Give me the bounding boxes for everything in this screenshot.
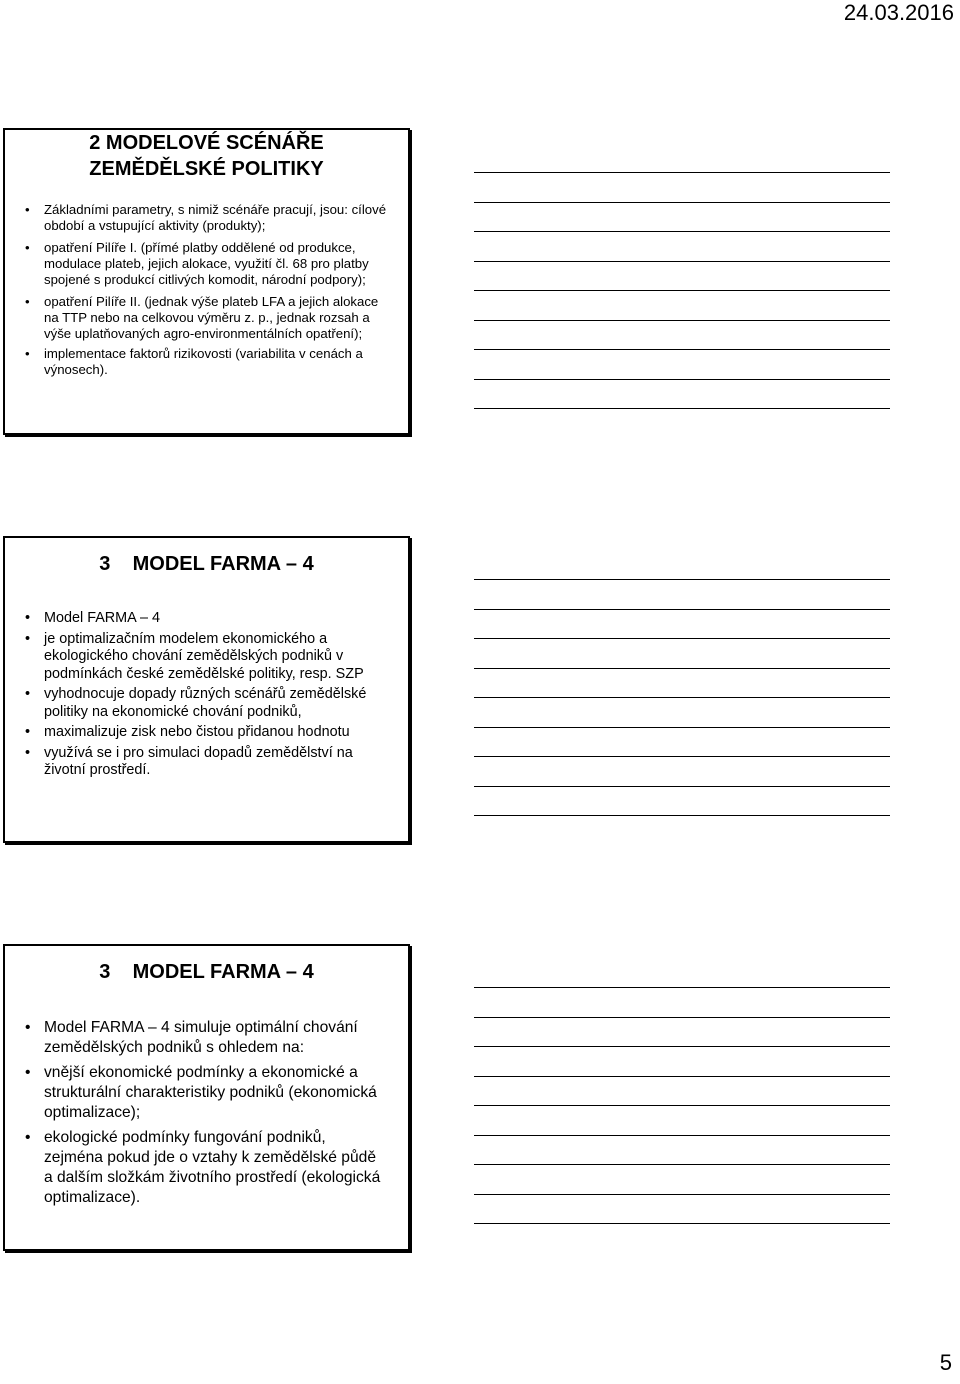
slide-2-bullet-5: • využívá se i pro simulaci dopadů zemědělství na životní prostředí. xyxy=(44,745,386,780)
note-line xyxy=(474,987,890,988)
note-line xyxy=(474,727,890,728)
note-line xyxy=(474,1164,890,1165)
print-date: 24.03.2016 xyxy=(843,0,954,25)
note-line xyxy=(474,1046,890,1047)
slide-3-bullet-3: • ekologické podmínky fungování podniků, zejména pokud jde o vztahy k zemědělské půdě a dalším složkám životního prostředí (ekologická optimalizace). xyxy=(44,1128,384,1208)
note-line xyxy=(474,261,890,262)
note-line xyxy=(474,1076,890,1077)
note-line xyxy=(474,579,890,580)
note-line xyxy=(474,1105,890,1106)
notes-lines-slide-2 xyxy=(474,579,890,845)
slide-2-bullet-list xyxy=(44,610,386,783)
slide-3-title: 3 MODEL FARMA – 4 xyxy=(99,961,314,983)
slide-3-bullet-2: • vnější ekonomické podmínky a ekonomické a strukturální charakteristiky podniků (ekonomická optimalizace); xyxy=(44,1063,384,1123)
slide-3-bullet-1: • Model FARMA – 4 simuluje optimální chování zemědělských podniků s ohledem na: xyxy=(44,1018,384,1058)
page-number: 5 xyxy=(939,1350,952,1375)
note-line xyxy=(474,756,890,757)
note-line xyxy=(474,172,890,173)
note-line xyxy=(474,408,890,409)
slide-1 xyxy=(3,128,410,435)
slide-2-title: 3 MODEL FARMA – 4 xyxy=(99,553,314,575)
note-line xyxy=(474,697,890,698)
note-line xyxy=(474,668,890,669)
slide-2-bullet-4: • maximalizuje zisk nebo čistou přidanou hodnotu xyxy=(44,724,386,742)
note-line xyxy=(474,638,890,639)
note-line xyxy=(474,349,890,350)
slide-1-bullet-4: • implementace faktorů rizikovosti (variabilita v cenách a výnosech). xyxy=(44,346,390,378)
note-line xyxy=(474,290,890,291)
slide-1-bullet-1: • Základními parametry, s nimiž scénáře pracují, jsou: cílové období a vstupující aktivity (produkty); xyxy=(44,202,390,234)
note-line xyxy=(474,379,890,380)
note-line xyxy=(474,1194,890,1195)
notes-lines-slide-3 xyxy=(474,987,890,1253)
slide-1-bullet-2: • opatření Pilíře I. (přímé platby oddělené od produkce, modulace plateb, jejich alokace, využití čl. 68 pro platby spojené s produkcí citlivých komodit, národní podpory); xyxy=(44,240,390,288)
note-line xyxy=(474,1135,890,1136)
note-line xyxy=(474,786,890,787)
note-line xyxy=(474,202,890,203)
note-line xyxy=(474,320,890,321)
note-line xyxy=(474,1223,890,1224)
note-line xyxy=(474,231,890,232)
note-line xyxy=(474,815,890,816)
note-line xyxy=(474,1017,890,1018)
slide-1-bullet-list xyxy=(44,202,390,384)
note-line xyxy=(474,609,890,610)
slide-2-bullet-2: • je optimalizačním modelem ekonomického a ekologického chování zemědělských podniků v podmínkách české zemědělské politiky, resp. SZP xyxy=(44,631,386,684)
slide-2 xyxy=(3,536,410,843)
slide-3-bullet-list xyxy=(44,1018,384,1213)
slide-1-bullet-3: • opatření Pilíře II. (jednak výše plateb LFA a jejich alokace na TTP nebo na celkovou výměru z. p., jednak rozsah a výše uplatňovaných agro-environmentálních opatření); xyxy=(44,294,390,342)
slide-2-bullet-3: • vyhodnocuje dopady různých scénářů zemědělské politiky na ekonomické chování podniků, xyxy=(44,686,386,721)
slide-2-bullet-1: • Model FARMA – 4 xyxy=(44,610,386,628)
slide-1-title: 2 MODELOVÉ SCÉNÁŘE ZEMĚDĚLSKÉ POLITIKY xyxy=(89,132,324,180)
slide-3 xyxy=(3,944,410,1251)
notes-lines-slide-1 xyxy=(474,172,890,438)
